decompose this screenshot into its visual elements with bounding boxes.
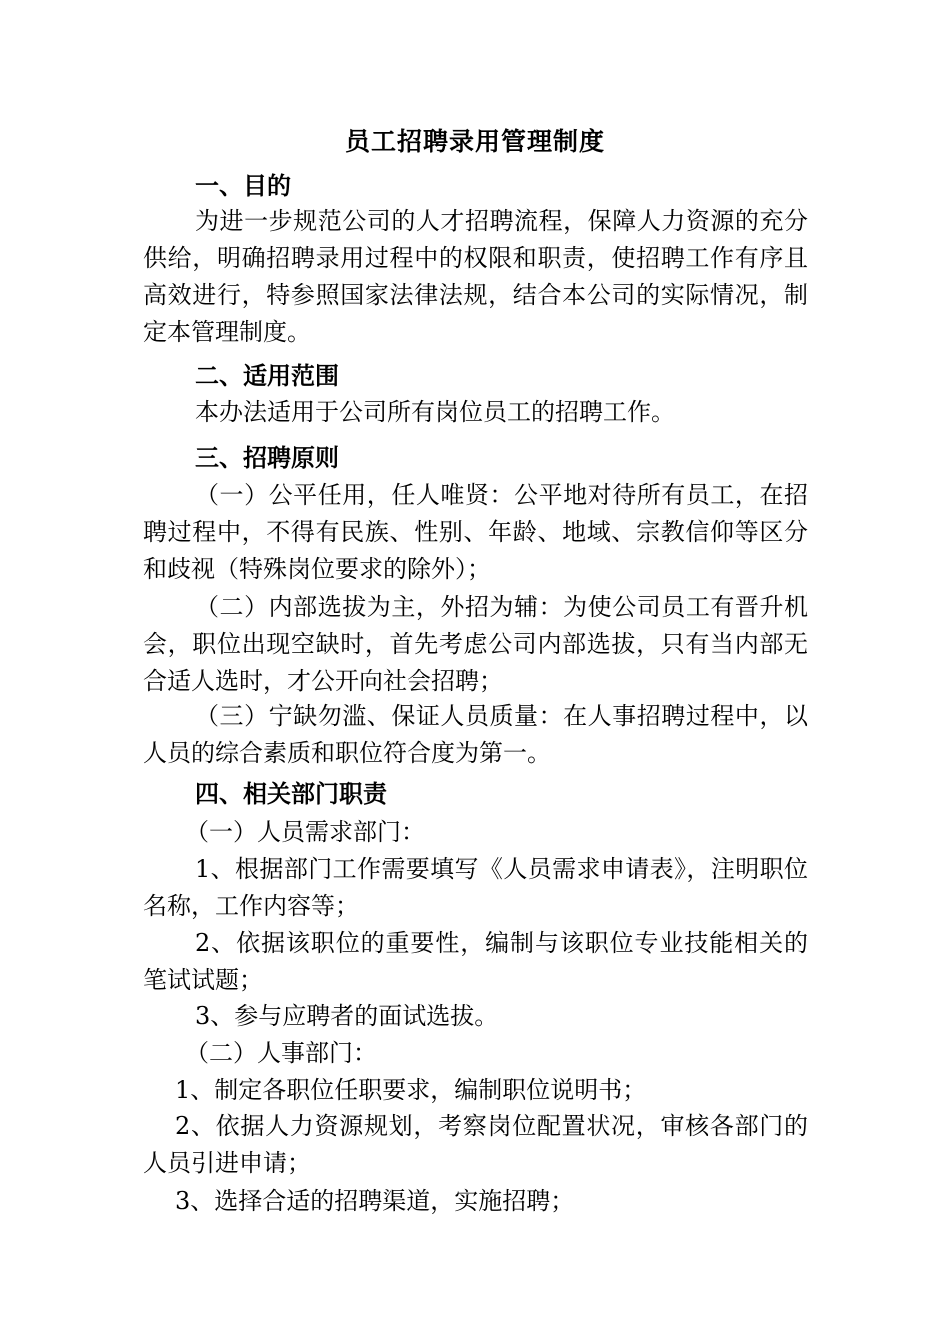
- subheading-hr-department: （二）人事部门：: [185, 1039, 377, 1067]
- list-item-requesting-dept-1: 1、根据部门工作需要填写《人员需求申请表》，注明职位名称，工作内容等；: [143, 855, 808, 920]
- paragraph-principle-1: （一）公平任用，任人唯贤：公平地对待所有员工，在招聘过程中，不得有民族、性别、年龄、地域、宗教信仰等区分和歧视（特殊岗位要求的除外）；: [143, 481, 808, 583]
- section-heading-principles: 三、招聘原则: [195, 443, 339, 472]
- document-title: 员工招聘录用管理制度: [344, 127, 605, 156]
- section-heading-responsibilities: 四、相关部门职责: [195, 779, 387, 808]
- paragraph-principle-3: （三）宁缺勿滥、保证人员质量：在人事招聘过程中，以人员的综合素质和职位符合度为第一。: [143, 702, 808, 767]
- paragraph-purpose: 为进一步规范公司的人才招聘流程，保障人力资源的充分供给，明确招聘录用过程中的权限和职责，使招聘工作有序且高效进行，特参照国家法律法规，结合本公司的实际情况，制定本管理制度。: [143, 207, 808, 346]
- section-heading-scope: 二、适用范围: [195, 361, 339, 390]
- subheading-requesting-department: （一）人员需求部门：: [185, 818, 425, 846]
- list-item-hr-dept-2: 2、依据人力资源规划，考察岗位配置状况，审核各部门的人员引进申请；: [143, 1112, 808, 1177]
- list-item-requesting-dept-2: 2、依据该职位的重要性，编制与该职位专业技能相关的笔试试题；: [143, 929, 808, 994]
- paragraph-principle-2: （二）内部选拔为主，外招为辅：为使公司员工有晋升机会，职位出现空缺时，首先考虑公司内部选拔，只有当内部无合适人选时，才公开向社会招聘；: [143, 593, 808, 695]
- list-item-hr-dept-1: 1、制定各职位任职要求，编制职位说明书；: [175, 1076, 647, 1104]
- paragraph-scope: 本办法适用于公司所有岗位员工的招聘工作。: [195, 398, 675, 426]
- list-item-requesting-dept-3: 3、参与应聘者的面试选拔。: [195, 1002, 499, 1030]
- section-heading-purpose: 一、目的: [195, 171, 291, 200]
- list-item-hr-dept-3: 3、选择合适的招聘渠道，实施招聘；: [175, 1187, 575, 1215]
